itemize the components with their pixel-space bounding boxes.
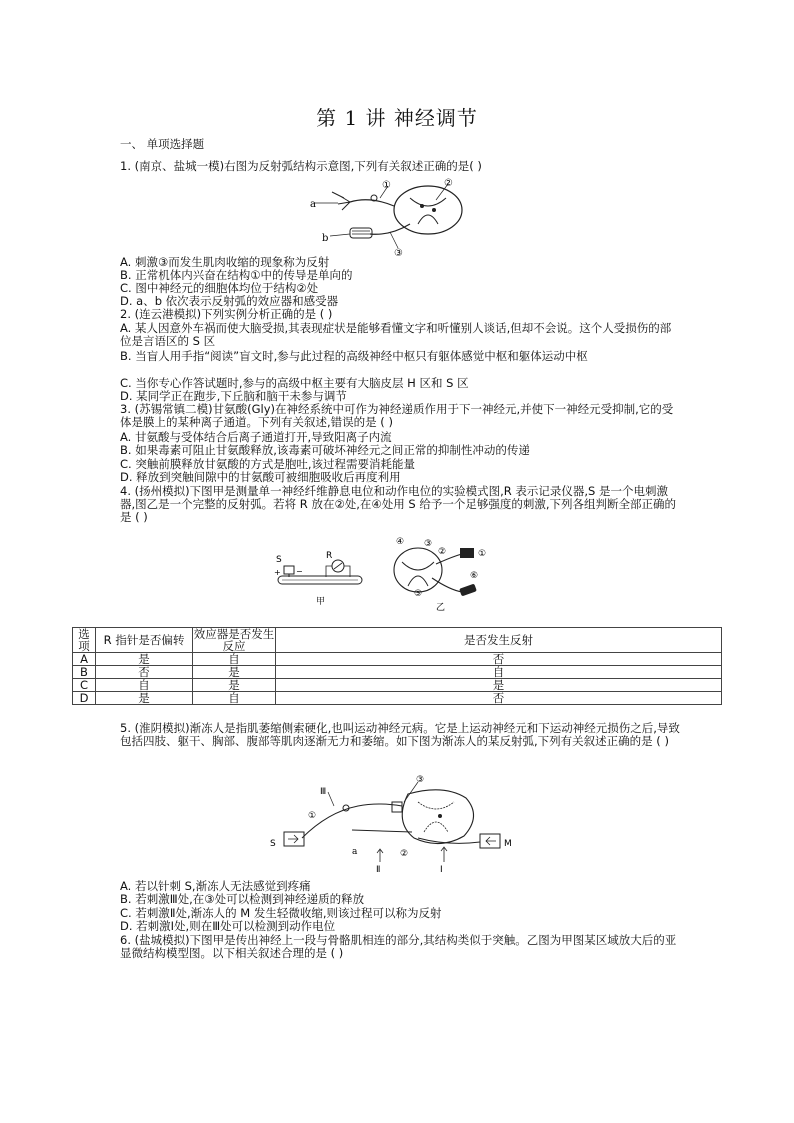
table-cell: B <box>73 666 96 679</box>
q3-option-a: A. 甘氨酸与受体结合后离子通道打开,导致阳离子内流 <box>120 430 392 444</box>
table-cell: 自 <box>96 679 193 692</box>
label-s: S <box>276 555 282 565</box>
header-reflex: 是否发生反射 <box>276 628 722 653</box>
section-heading: 一、 单项选择题 <box>120 137 205 151</box>
q5-option-a: A. 若以针刺 S,渐冻人无法感觉到疼痛 <box>120 879 311 893</box>
q3-option-d: D. 释放到突触间隙中的甘氨酸可被细胞吸收后再度利用 <box>120 470 401 484</box>
question-2-stem: 2. (连云港模拟)下列实例分析正确的是 ( ) <box>120 307 333 321</box>
label-5: ⑤ <box>414 589 423 599</box>
table-cell: 自 <box>193 692 276 705</box>
header-r-pointer: R 指针是否偏转 <box>96 628 193 653</box>
header-effector: 效应器是否发生反应 <box>193 627 275 653</box>
q5-option-b: B. 若刺激Ⅲ处,在③处可以检测到神经递质的释放 <box>120 892 365 906</box>
q5-option-c: C. 若刺激Ⅱ处,渐冻人的 M 发生轻微收缩,则该过程可以称为反射 <box>120 906 442 920</box>
table-cell: 是 <box>276 679 722 692</box>
label-r: R <box>326 551 333 561</box>
table-cell: D <box>73 692 96 705</box>
label-2: ② <box>444 178 453 189</box>
question-6-stem: 6. (盐城模拟)下图甲是传出神经上一段与骨骼肌相连的部分,其结构类似于突触。乙图为甲图某区域放大后的亚显微结构模型图。以下相关叙述合理的是 ( ) <box>120 933 677 960</box>
q2-option-a: A. 某人因意外车祸而使大脑受损,其表现症状是能够看懂文字和听懂别人谈话,但却不会说。这个人受损伤的部位是言语区的 S 区 <box>120 321 672 348</box>
nerve-fiber-figure-jia <box>272 540 372 610</box>
table-row <box>73 679 722 692</box>
table-cell: 是 <box>96 653 193 666</box>
table-cell: 是 <box>96 692 193 705</box>
q5-option-d: D. 若刺激Ⅰ处,则在Ⅲ处可以检测到动作电位 <box>120 919 336 933</box>
caption-jia: 甲 <box>316 597 326 607</box>
reflex-arc-figure-1 <box>310 176 470 258</box>
label-m: M <box>504 839 512 849</box>
table-row <box>73 666 722 679</box>
label-a: a <box>352 847 358 857</box>
table-cell: 是 <box>193 666 276 679</box>
label-4: ④ <box>396 537 405 547</box>
q2-option-b: B. 当盲人用手指“阅读”盲文时,参与此过程的高级神经中枢只有躯体感觉中枢和躯体运动中枢 <box>120 349 588 363</box>
q2-option-d: D. 某同学正在跑步,下丘脑和脑干未参与调节 <box>120 389 347 403</box>
label-3: ③ <box>424 539 433 549</box>
label-roman-2: Ⅱ <box>376 865 381 875</box>
label-2: ② <box>438 547 447 557</box>
q1-option-c: C. 图中神经元的细胞体均位于结构②处 <box>120 281 319 295</box>
table-cell: 否 <box>276 692 722 705</box>
svg-text:−: − <box>296 567 303 576</box>
table-cell: 是 <box>193 679 276 692</box>
label-roman-3: Ⅲ <box>320 787 327 797</box>
header-option: 选项 <box>73 628 96 653</box>
q3-option-b: B. 如果毒素可阻止甘氨酸释放,该毒素可破坏神经元之间正常的抑制性冲动的传递 <box>120 443 530 457</box>
q3-option-c: C. 突触前膜释放甘氨酸的方式是胞吐,该过程需要消耗能量 <box>120 457 415 471</box>
question-3-stem: 3. (苏锡常镇二模)甘氨酸(Gly)在神经系统中可作为神经递质作用于下一神经元,并使下一神经元受抑制,它的受体是膜上的某种离子通道。下列有关叙述,错误的是 ( ) <box>120 402 674 429</box>
label-3: ③ <box>416 775 425 785</box>
label-b: b <box>322 233 329 244</box>
label-s: S <box>270 839 276 849</box>
q1-option-d: D. a、b 依次表示反射弧的效应器和感受器 <box>120 294 339 308</box>
label-6: ⑥ <box>470 571 479 581</box>
reflex-arc-figure-5 <box>268 772 512 876</box>
label-a: a <box>310 199 316 210</box>
caption-yi: 乙 <box>436 603 446 613</box>
q1-option-a: A. 刺激③而发生肌肉收缩的现象称为反射 <box>120 255 330 269</box>
table-cell: C <box>73 679 96 692</box>
label-2: ② <box>400 849 409 859</box>
label-3: ③ <box>394 248 403 259</box>
table-cell: 自 <box>193 653 276 666</box>
label-1: ① <box>382 180 391 191</box>
table-cell: A <box>73 653 96 666</box>
reflex-arc-figure-yi <box>384 534 494 614</box>
label-1: ① <box>308 811 317 821</box>
q2-option-c: C. 当你专心作答试题时,参与的高级中枢主要有大脑皮层 H 区和 S 区 <box>120 376 469 390</box>
table-row <box>73 692 722 705</box>
question-1-stem: 1. (南京、盐城一模)右图为反射弧结构示意图,下列有关叙述正确的是( ) <box>120 159 482 173</box>
q1-option-b: B. 正常机体内兴奋在结构①中的传导是单向的 <box>120 268 353 282</box>
table-cell: 自 <box>276 666 722 679</box>
label-1: ① <box>478 549 487 559</box>
page-title: 第 1 讲 神经调节 <box>316 106 478 130</box>
question-5-stem: 5. (淮阴模拟)渐冻人是指肌萎缩侧索硬化,也叫运动神经元病。它是上运动神经元和下运动神经元损伤之后,导致包括四肢、躯干、胸部、腹部等肌肉逐渐无力和萎缩。如下图为渐冻人的某反射弧,下列有关叙述正确的是 ( ) <box>120 721 680 748</box>
table-cell: 否 <box>96 666 193 679</box>
question-4-stem: 4. (扬州模拟)下图甲是测量单一神经纤维静息电位和动作电位的实验模式图,R 表示记录仪器,S 是一个电刺激器,图乙是一个完整的反射弧。若将 R 放在②处,在④处用 S 给予一个足够强度的刺激,下列各组判断全部正确的是 ( ) <box>120 484 676 524</box>
table-cell: 否 <box>276 653 722 666</box>
answer-table <box>72 627 722 705</box>
label-roman-1: Ⅰ <box>440 865 443 875</box>
table-row <box>73 653 722 666</box>
svg-text:+: + <box>274 568 281 577</box>
